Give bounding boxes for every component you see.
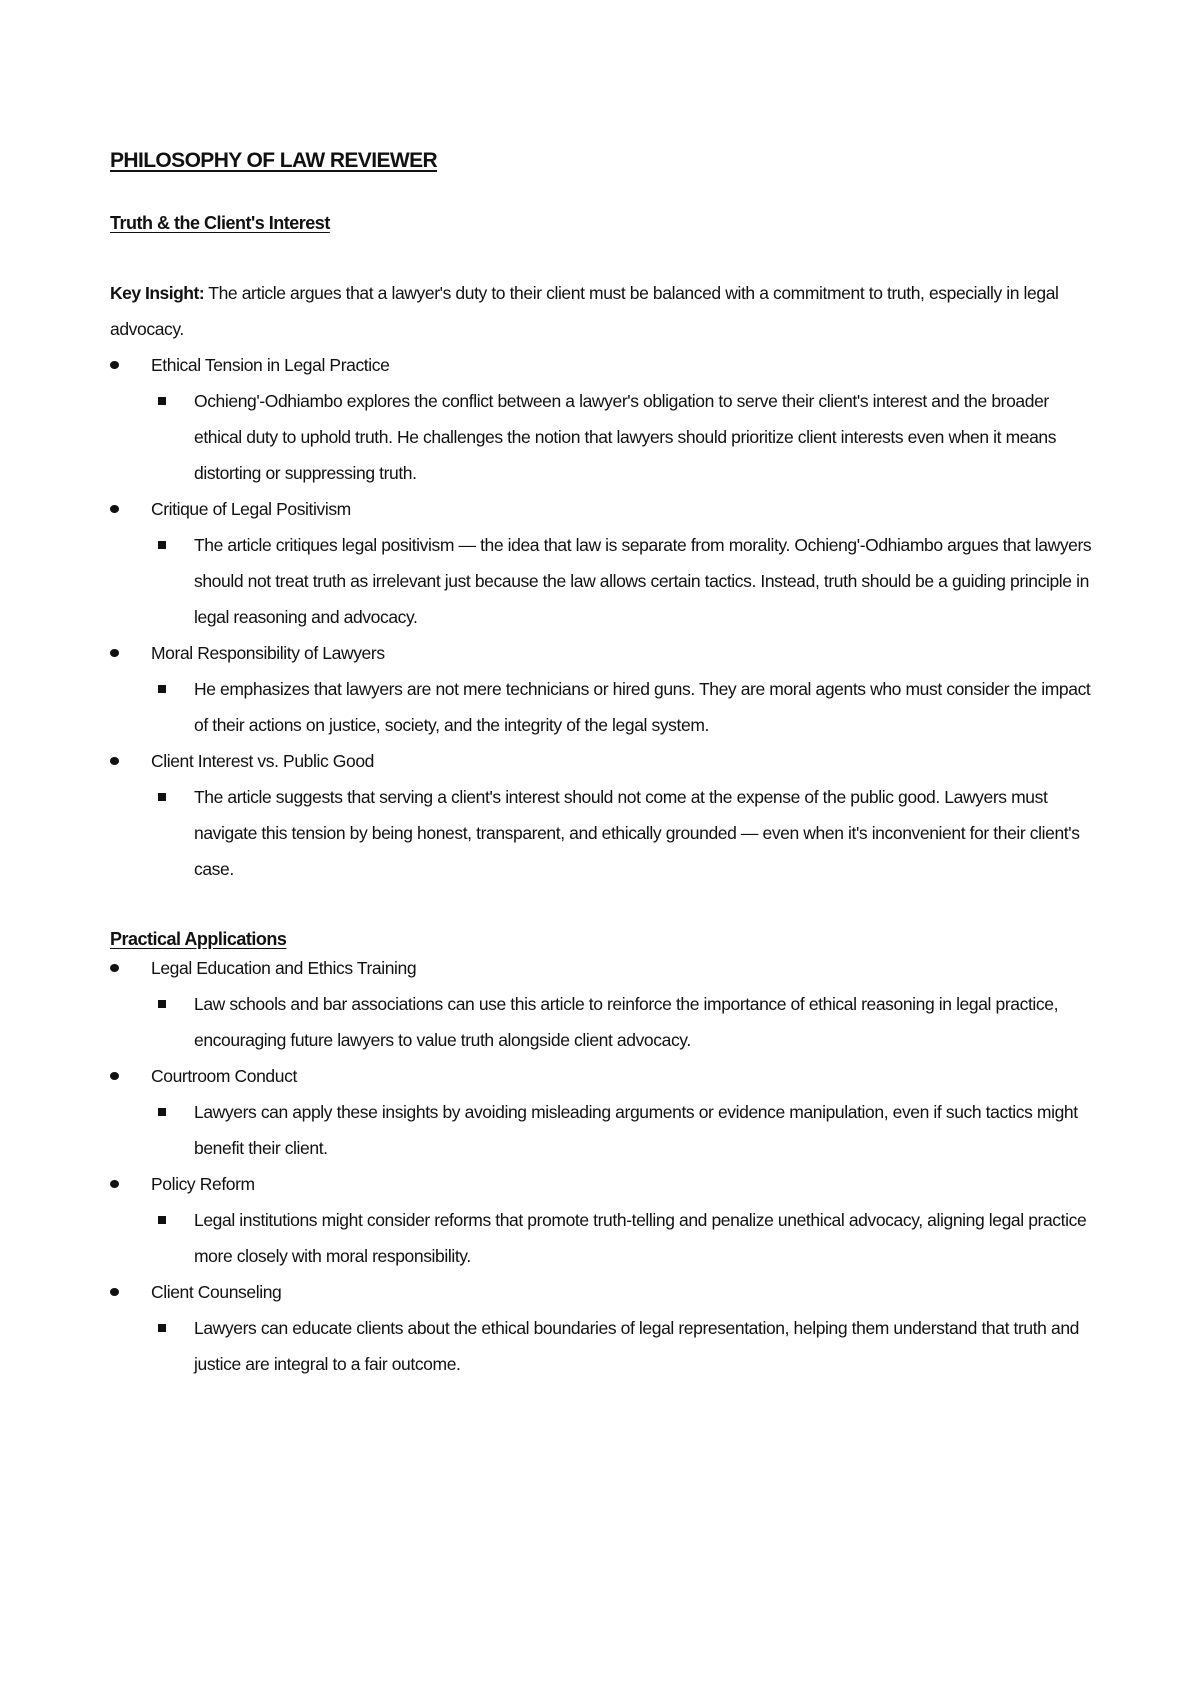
- sub-list-item-text: Lawyers can apply these insights by avoiding misleading arguments or evidence manipulation, even if such tactics might benefit their client.: [194, 1102, 1078, 1159]
- sub-list-item-text: Ochieng'-Odhiambo explores the conflict between a lawyer's obligation to serve their client's interest and the broader ethical duty to uphold truth. He challenges the notion that lawyers should prioritize client interests even when it means distorting or suppressing truth.: [194, 390, 1057, 483]
- list-item: [110, 1274, 1100, 1382]
- section-heading: Practical Applications: [110, 928, 287, 949]
- square-bullet-icon: [158, 1000, 166, 1008]
- sub-list-item-text: The article suggests that serving a client's interest should not come at the expense of the public good. Lawyers must navigate this tension by being honest, transparent, and ethically grounded — even when it's inconvenient for their client's case.: [194, 786, 1080, 879]
- section-heading: Truth & the Client's Interest: [110, 213, 330, 234]
- bullet-list: [110, 347, 1100, 887]
- document-title: PHILOSOPHY OF LAW REVIEWER: [110, 149, 438, 172]
- square-bullet-icon: [158, 1108, 166, 1116]
- sub-list-item: [151, 527, 1100, 635]
- list-item: [110, 491, 1100, 635]
- list-item-label: Policy Reform: [151, 1174, 255, 1195]
- bullet-icon: [110, 757, 119, 765]
- list-item-label: Moral Responsibility of Lawyers: [151, 642, 385, 663]
- list-item: [110, 1058, 1100, 1166]
- bullet-list: [110, 950, 1100, 1382]
- square-bullet-icon: [158, 1216, 166, 1224]
- key-insight-label: Key Insight:: [110, 282, 205, 303]
- sub-list-item: [151, 383, 1100, 491]
- list-item-label: Client Interest vs. Public Good: [151, 750, 374, 771]
- square-bullet-icon: [158, 397, 166, 405]
- sub-list-item: [151, 1202, 1100, 1274]
- bullet-icon: [110, 1288, 119, 1296]
- list-item: [110, 950, 1100, 1058]
- square-bullet-icon: [158, 685, 166, 693]
- bullet-icon: [110, 361, 119, 369]
- bullet-icon: [110, 649, 119, 657]
- sub-list-item-text: He emphasizes that lawyers are not mere technicians or hired guns. They are moral agents who must consider the impact of their actions on justice, society, and the integrity of the legal system.: [194, 678, 1091, 735]
- sub-list-item: [151, 779, 1100, 887]
- list-item-label: Critique of Legal Positivism: [151, 498, 351, 519]
- sub-list-item: [151, 986, 1100, 1058]
- document-body: [110, 148, 1100, 1382]
- square-bullet-icon: [158, 1324, 166, 1332]
- key-insight-text: The article argues that a lawyer's duty to their client must be balanced with a commitment to truth, especially in legal advocacy.: [110, 282, 1059, 339]
- bullet-icon: [110, 1072, 119, 1080]
- bullet-icon: [110, 1180, 119, 1188]
- sub-list-item-text: Law schools and bar associations can use this article to reinforce the importance of ethical reasoning in legal practice, encouraging future lawyers to value truth alongside client advocacy.: [194, 994, 1059, 1051]
- list-item-label: Client Counseling: [151, 1282, 282, 1303]
- list-item-label: Legal Education and Ethics Training: [151, 958, 417, 979]
- key-insight: [110, 275, 1100, 347]
- bullet-icon: [110, 505, 119, 513]
- square-bullet-icon: [158, 793, 166, 801]
- list-item-label: Courtroom Conduct: [151, 1066, 297, 1087]
- list-item: [110, 347, 1100, 491]
- list-item: [110, 743, 1100, 887]
- bullet-icon: [110, 964, 119, 972]
- sub-list-item: [151, 1310, 1100, 1382]
- list-item: [110, 635, 1100, 743]
- list-item-label: Ethical Tension in Legal Practice: [151, 354, 390, 375]
- sub-list-item: [151, 671, 1100, 743]
- sub-list-item-text: Lawyers can educate clients about the ethical boundaries of legal representation, helping them understand that truth and justice are integral to a fair outcome.: [194, 1318, 1079, 1375]
- sub-list-item-text: Legal institutions might consider reforms that promote truth-telling and penalize unethical advocacy, aligning legal practice more closely with moral responsibility.: [194, 1210, 1087, 1267]
- sub-list-item-text: The article critiques legal positivism — the idea that law is separate from morality. Ochieng'-Odhiambo argues that lawyers should not treat truth as irrelevant just because the law allows certain tactics. Instead, truth should be a guiding principle in legal reasoning and advocacy.: [194, 534, 1092, 627]
- square-bullet-icon: [158, 541, 166, 549]
- list-item: [110, 1166, 1100, 1274]
- sub-list-item: [151, 1094, 1100, 1166]
